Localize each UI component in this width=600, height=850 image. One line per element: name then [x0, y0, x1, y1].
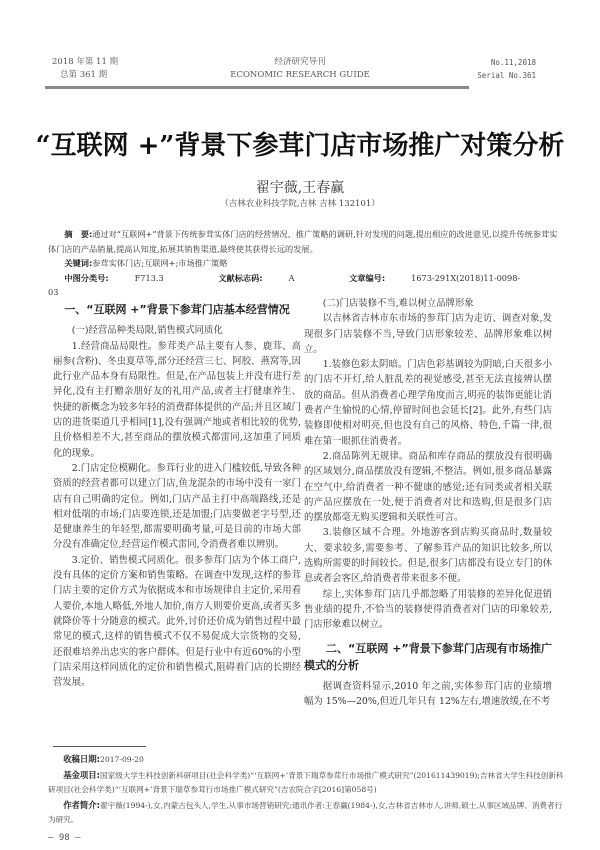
keywords-label: 关键词: — [64, 258, 93, 268]
issue-number-en: No.11,2018 — [490, 58, 536, 67]
abstract-text: 通过对“互联网+”背景下传统参茸实体门店的经营情况、推广策略的调研,针对发现的问题,提出相应的改进意见,以提升传统参茸实体门店的产品销量,提高认知度,拓展其销售渠道,最终使其获得长远的发展。 — [48, 229, 558, 254]
serial-issue-number: 总第 361 期 — [60, 70, 108, 80]
doc-code-label: 文献标志码: — [218, 272, 263, 283]
issue-info-en — [477, 56, 536, 82]
paragraph: 1.装修色彩太阴暗。门店色彩基调较为阴暗,白天很多小的门店不开灯,给人脏乱差的视觉感受,甚至无法直接辨认摆放的商品。但从消费者心理学角度而言,明亮的装饰更能让消费者产生愉悦的心情,停留时间也会延长[2]。此外,有些门店装修即使相对明亮,但也没有自己的风格、特色,千篇一律,很难在第一眼抓住消费者。 — [304, 359, 552, 447]
keywords — [48, 256, 562, 271]
author-bio-value: 翟宇薇(1994-),女,内蒙古包头人,学生,从事市场营销研究;通讯作者:王春赢(1984-),女,吉林省吉林市人,讲师,硕士,从事区域品牌、消费者行为研究。 — [48, 800, 563, 824]
clc-label: 中图分类号: — [64, 272, 109, 283]
paragraph: 2.商品陈列无规律。商品和库存商品的摆放没有很明确的区域划分,商品摆放没有逻辑,不整洁。例如,很多商品暴露在空气中,给消费者一种不健康的感觉;还有同类或者相关联的产品应摆放在一处,便于消费者对比和选购,但是很多门店的摆放都毫无购买逻辑和关联性可言。 — [304, 450, 552, 524]
section-2-heading: 二、“互联网 +”背景下参茸门店现有市场推广模式的分析 — [304, 641, 552, 672]
serial-number-en: Serial No.361 — [477, 71, 536, 80]
journal-name-en: ECONOMIC RESEARCH GUIDE — [230, 70, 370, 80]
author-bio — [48, 798, 564, 828]
abstract-block — [48, 227, 562, 300]
author-bio-label: 作者简介: — [63, 799, 101, 810]
journal-name — [150, 56, 450, 82]
received-date — [48, 752, 564, 768]
left-column — [53, 296, 301, 690]
fund-label: 基金项目: — [63, 769, 101, 780]
received-value: 2017-09-20 — [100, 755, 144, 764]
clc-value: F713.3 — [134, 272, 164, 283]
issue-number: 2018 年第 11 期 — [52, 57, 119, 67]
received-label: 收稿日期: — [63, 754, 101, 764]
paragraph: 3.装修区域不合理。外地游客到店购买商品时,数量较大、要求较多,需要参考、了解参茸产品的知识比较多,所以选购所需要的时间较长。但是,很多门店都没有设立专门的休息或者会客区,给消费者带来很多不便。 — [304, 527, 552, 585]
right-column — [304, 296, 552, 709]
keywords-text: 参茸实体门店;互联网+;市场推广策略 — [92, 258, 228, 268]
abstract-label: 摘 要: — [64, 229, 93, 239]
footnote-block — [48, 752, 564, 828]
paragraph: 2.门店定位模糊化。参茸行业的进入门槛较低,导致各种资质的经营者都可以建立门店,鱼龙混杂的市场中没有一家门店有自己明确的定位。例如,门店产品主打中高端路线,还是相对低端的市场;门店要连锁,还是加盟;门店要做老字号型,还是健康养生的年轻型,都需要明确考量,可是目前的市场大部分没有准确定位,经营运作模式雷同,令消费者难以辨别。 — [53, 462, 301, 551]
paragraph: 1.经营商品局限性。参茸类产品主要有人参、鹿茸、高丽参(含粉)、冬虫夏草等,部分还经营三七、阿胶、燕窝等,因此行业产品本身有局限性。但是,在产品包装上并没有进行差异化,没有主打赠亲朋好友的礼用产品,或者主打健康养生、快捷的新概念为较多年轻的消费群体提供的产品;并且区域门店的进货渠道几乎相同[1],没有强调产地或者相比较的优势,且价格相差不大,甚至商品的摆放模式都雷同,这加重了同质化的现象。 — [53, 340, 301, 459]
doc-code-value: A — [288, 272, 295, 283]
footnote-rule — [53, 746, 146, 747]
paragraph: 综上,实体参茸门店几乎都忽略了用装修的差异化促进销售业绩的提升,不恰当的装修使得消费者对门店的印象较差,门店形象难以树立。 — [304, 588, 552, 631]
page-number: — 98 — — [48, 833, 81, 843]
affiliation: （吉林农业科技学院,吉林 吉林 132101） — [220, 199, 380, 209]
header-rule — [45, 86, 469, 89]
fund-value: 国家级大学生科技创新科研项目(社会科学类)“‘互联网+’背景下瑞草参茸行市场推广模式研究”(201611439019);吉林省大学生科技创新科研项目(社会科学类)“‘互联网+’背景下瑞草参茸行市场推广模式研究”(吉农院合字[2016]第058号) — [48, 770, 564, 794]
issue-info — [52, 56, 118, 82]
abstract — [48, 227, 562, 256]
fund-project — [48, 768, 564, 798]
section-1-heading: 一、“互联网 +”背景下参茸门店基本经营情况 — [64, 303, 290, 316]
paragraph: 3.定价、销售模式同质化。很多参茸门店为个体工商户,没有具体的定价方案和销售策略。在调查中发现,这样的参茸门店主要的定价方式为依据成本和市场规律自主定价,采用看人要价,本地人略低,外地人加价,南方人则要价更高,或者买多就降价等十分随意的模式。此外,讨价还价成为销售过程中最常见的模式,这样的销售模式不仅不易促成大宗货物的交易,还很难培养出忠实的客户群体。但是行业中有近60%的小型门店采用这样同质化的定价和销售模式,阻碍着门店的长期经营发展。 — [53, 554, 301, 689]
paragraph: 以吉林省吉林市东市场的参茸门店为走访、调查对象,发现很多门店装修不当,导致门店形象较差、品牌形象难以树立。 — [304, 313, 552, 355]
journal-name-cn: 经济研究导刊 — [274, 57, 326, 67]
article-no-value: 1673-291X(2018)11-0098-03 — [48, 272, 521, 297]
article-title: “互联网 +”背景下参茸门店市场推广对策分析 — [35, 131, 565, 161]
paragraph: 据调查资料显示,2010 年之前,实体参茸门店的业绩增幅为 15%—20%,但近几年只有 12%左右,增速放缓,在不考 — [304, 680, 552, 707]
subsection-2-heading: (二)门店装修不当,难以树立品牌形象 — [322, 298, 474, 309]
subsection-1-heading: (一)经营品种类局限,销售模式同质化 — [71, 325, 223, 337]
authors: 翟宇薇,王春赢 — [255, 180, 345, 196]
article-no-label: 文章编号: — [349, 272, 386, 283]
